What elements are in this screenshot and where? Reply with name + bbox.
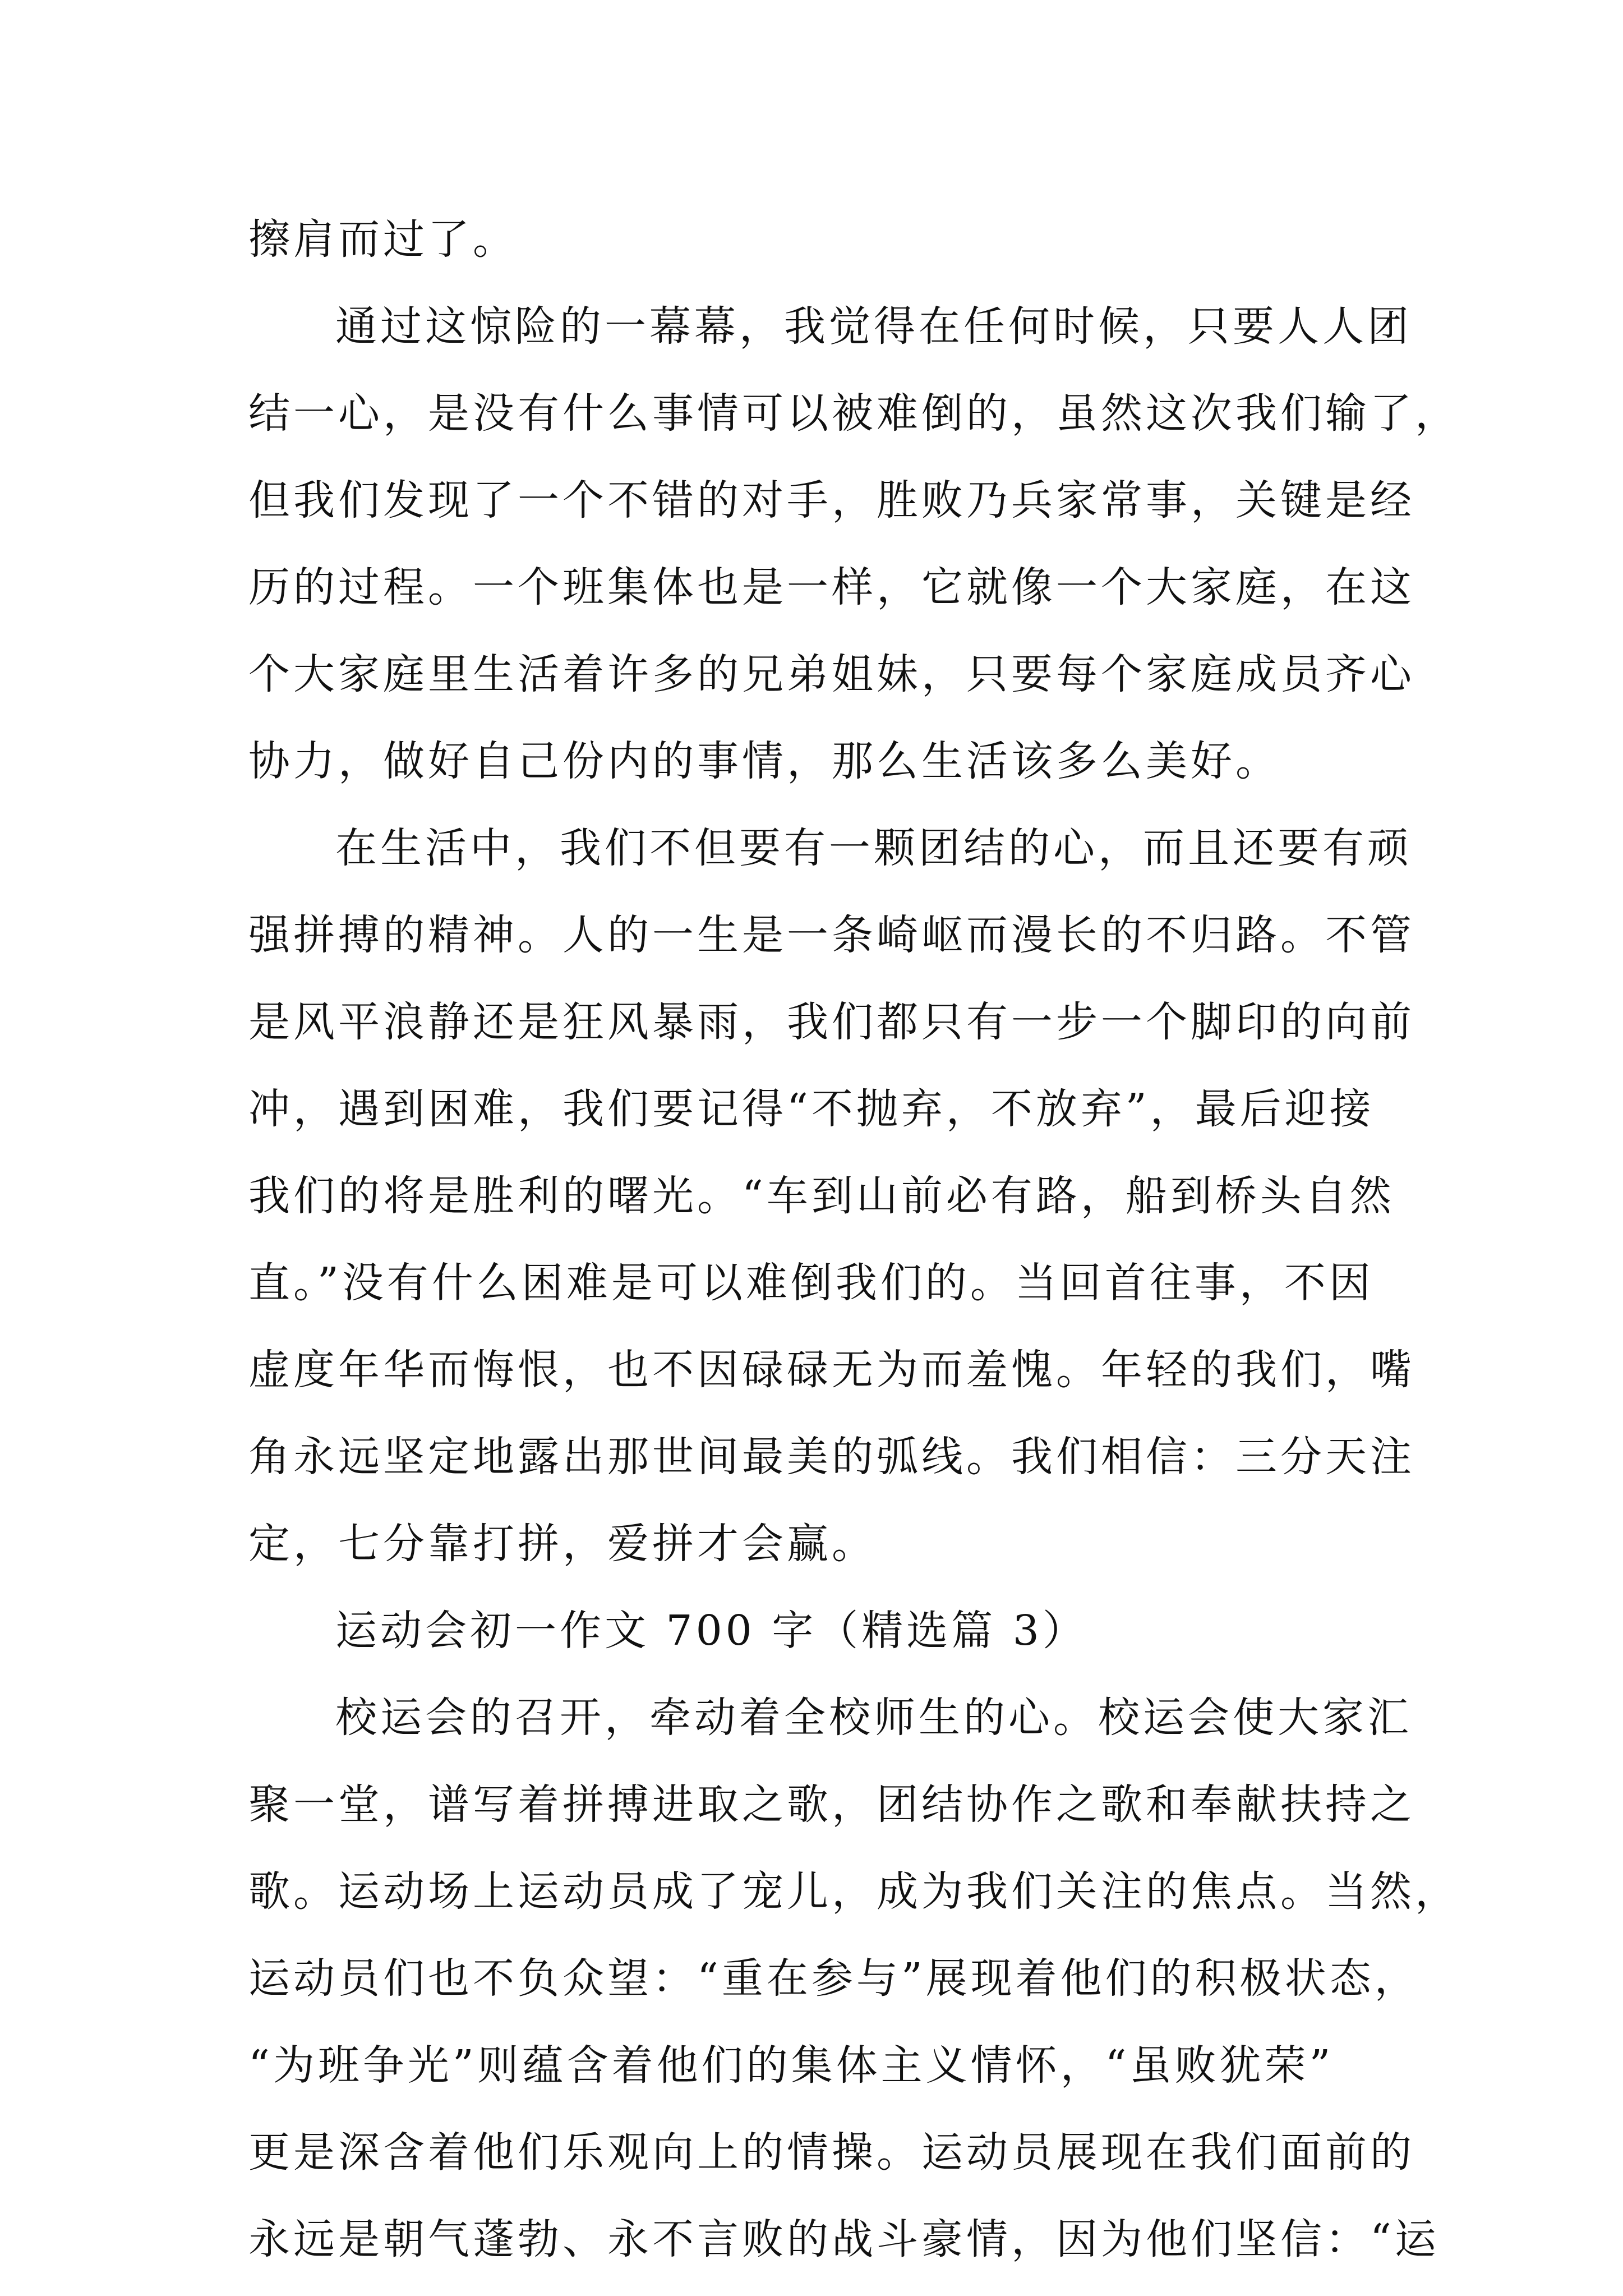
text-line: 历的过程。一个班集体也是一样，它就像一个大家庭，在这 [248,563,1415,611]
paragraph-first-line: 通过这惊险的一幕幕，我觉得在任何时候，只要人人团 [335,302,1412,351]
paragraph-first-line: 校运会的召开，牵动着全校师生的心。校运会使大家汇 [335,1694,1412,1742]
text-line: 歌。运动场上运动员成了宠儿，成为我们关注的焦点。当然， [248,1867,1460,1916]
text-line: 运动员们也不负众望：“重在参与”展现着他们的积极状态， [248,1954,1419,2003]
text-line: 擦肩而过了。 [248,215,518,264]
text-line: 更是深含着他们乐观向上的情操。运动员展现在我们面前的 [248,2128,1415,2177]
section-heading: 运动会初一作文 700 字（精选篇 3） [335,1607,1087,1655]
text-line: 但我们发现了一个不错的对手，胜败乃兵家常事，关键是经 [248,476,1415,524]
paragraph-first-line: 在生活中，我们不但要有一颗团结的心，而且还要有顽 [335,824,1412,872]
text-line: 直。”没有什么困难是可以难倒我们的。当回首往事，不因 [248,1259,1374,1307]
text-line: 结一心，是没有什么事情可以被难倒的，虽然这次我们输了， [248,389,1460,438]
text-line: 定，七分靠打拼，爱拼才会赢。 [248,1520,877,1568]
text-line: 我们的将是胜利的曙光。“车到山前必有路，船到桥头自然 [248,1172,1395,1220]
text-line: 是风平浪静还是狂风暴雨，我们都只有一步一个脚印的向前 [248,998,1415,1046]
text-line: 冲，遇到困难，我们要记得“不抛弃，不放弃”，最后迎接 [248,1085,1375,1133]
text-line: 虚度年华而悔恨，也不因碌碌无为而羞愧。年轻的我们，嘴 [248,1346,1415,1394]
text-line: 协力，做好自己份内的事情，那么生活该多么美好。 [248,737,1280,785]
text-line: “为班争光”则蕴含着他们的集体主义情怀，“虽败犹荣” [248,2041,1334,2090]
body-text [248,196,1460,2283]
text-line: 角永远坚定地露出那世间最美的弧线。我们相信：三分天注 [248,1433,1415,1481]
text-line: 永远是朝气蓬勃、永不言败的战斗豪情，因为他们坚信：“运 [248,2215,1440,2263]
text-line: 个大家庭里生活着许多的兄弟姐妹，只要每个家庭成员齐心 [248,650,1415,698]
text-line: 强拼搏的精神。人的一生是一条崎岖而漫长的不归路。不管 [248,911,1415,959]
text-line: 聚一堂，谱写着拼搏进取之歌，团结协作之歌和奉献扶持之 [248,1780,1415,1829]
